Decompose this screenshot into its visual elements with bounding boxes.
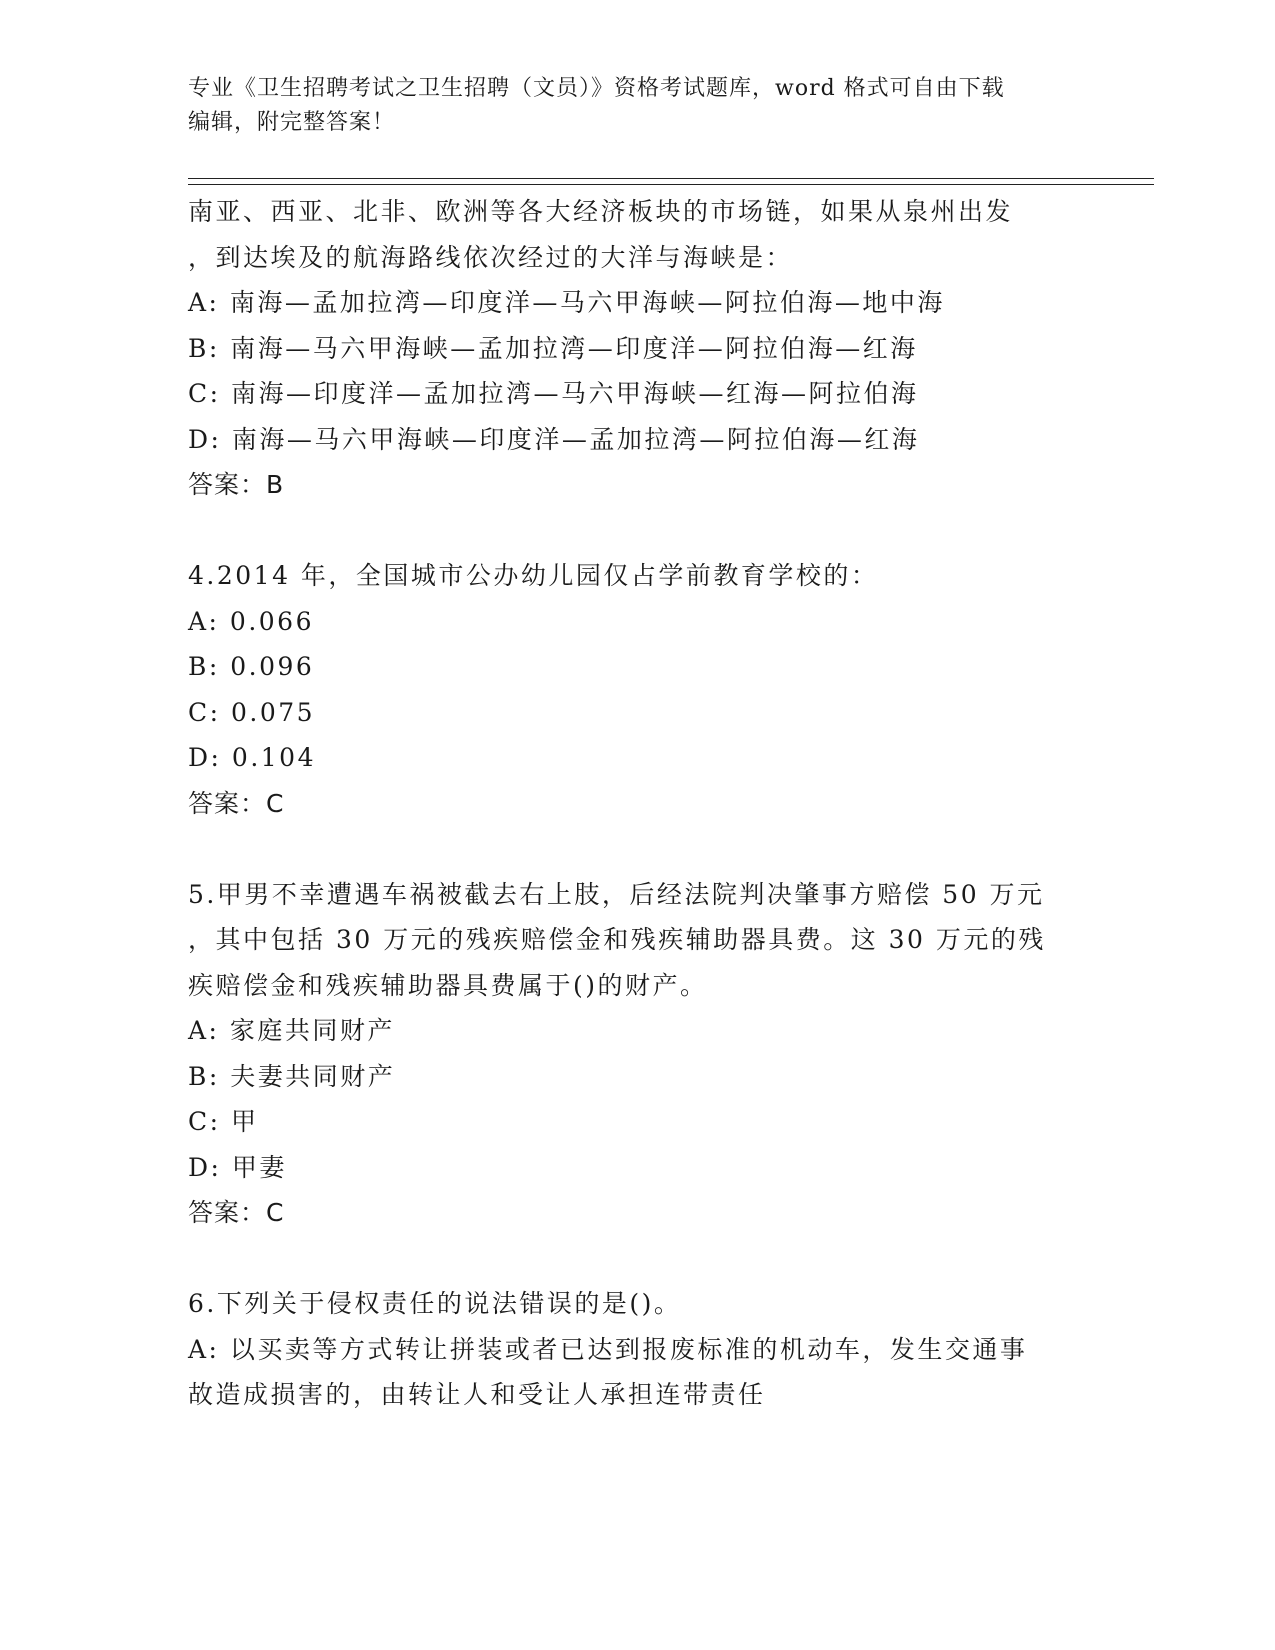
option-b: B: 夫妻共同财产	[188, 1061, 396, 1091]
option-a: 故造成损害的，由转让人和受让人承担连带责任	[188, 1380, 766, 1409]
question-4	[188, 553, 1088, 826]
option-d: D: 南海—马六甲海峡—印度洋—孟加拉湾—阿拉伯海—红海	[188, 424, 920, 454]
option-d: D: 甲妻	[188, 1152, 287, 1182]
question-text: 6.下列关于侵权责任的说法错误的是()。	[188, 1289, 682, 1318]
question-5	[188, 872, 1088, 1236]
question-text: ，其中包括 30 万元的残疾赔偿金和残疾辅助器具费。这 30 万元的残	[188, 925, 1046, 954]
answer: 答案：C	[188, 788, 285, 818]
option-a: A: 0.066	[188, 606, 314, 636]
question-list	[188, 189, 1088, 1418]
header-line-1: 专业《卫生招聘考试之卫生招聘（文员）》资格考试题库，word 格式可自由下载	[188, 76, 1005, 101]
option-c: C: 南海—印度洋—孟加拉湾—马六甲海峡—红海—阿拉伯海	[188, 379, 919, 408]
answer: 答案：B	[188, 470, 285, 499]
question-text: ，到达埃及的航海路线依次经过的大洋与海峡是：	[188, 242, 794, 272]
option-b: B: 南海—马六甲海峡—孟加拉湾—印度洋—阿拉伯海—红海	[188, 333, 918, 363]
header-line-2: 编辑，附完整答案！	[188, 110, 396, 135]
answer: 答案：C	[188, 1198, 285, 1227]
option-a: A: 以买卖等方式转让拼装或者已达到报废标准的机动车，发生交通事	[188, 1334, 1028, 1364]
option-b: B: 0.096	[188, 652, 315, 681]
option-c: C: 0.075	[188, 697, 316, 727]
header-divider-thick	[188, 178, 1154, 179]
question-6	[188, 1281, 1088, 1418]
option-d: D: 0.104	[188, 743, 316, 772]
question-text: 南亚、西亚、北非、欧洲等各大经济板块的市场链，如果从泉州出发	[188, 197, 1014, 226]
header-divider-thin	[188, 184, 1154, 185]
spacer	[188, 508, 1088, 554]
spacer	[188, 1236, 1088, 1282]
option-a: A: 家庭共同财产	[188, 1016, 395, 1045]
question-text: 5.甲男不幸遭遇车祸被截去右上肢，后经法院判决肇事方赔偿 50 万元	[188, 879, 1045, 909]
question-text: 疾赔偿金和残疾辅助器具费属于()的财产。	[188, 970, 708, 1000]
document-header	[188, 72, 1068, 140]
option-a: A: 南海—孟加拉湾—印度洋—马六甲海峡—阿拉伯海—地中海	[188, 288, 945, 317]
option-c: C: 甲	[188, 1107, 259, 1136]
question-3	[188, 189, 1088, 508]
question-text: 4.2014 年，全国城市公办幼儿园仅占学前教育学校的：	[188, 561, 879, 590]
spacer	[188, 826, 1088, 872]
